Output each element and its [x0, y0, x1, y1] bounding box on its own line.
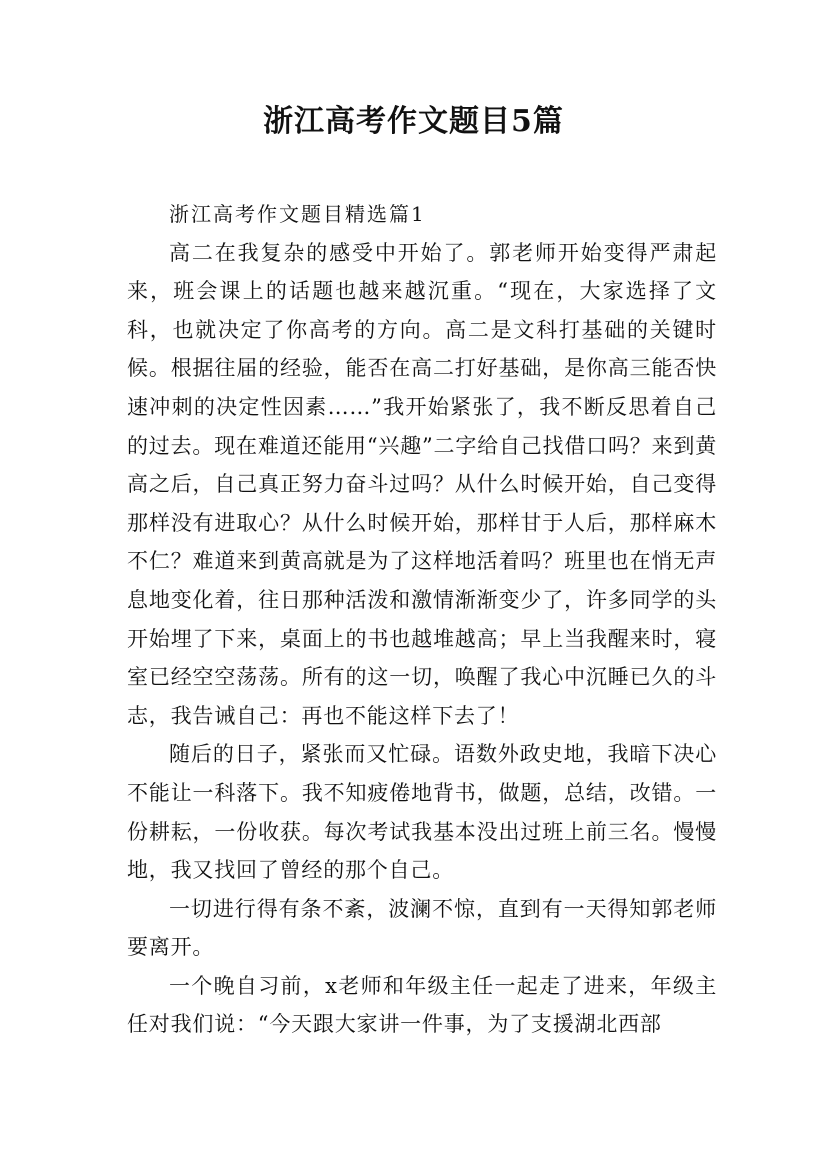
- document-body: [127, 195, 717, 1044]
- paragraph-3: 一切进行得有条不紊，波澜不惊，直到有一天得知郭老师要离开。: [127, 896, 717, 960]
- document-title: 浙江高考作文题目5篇: [263, 104, 564, 139]
- paragraph-1: 高二在我复杂的感受中开始了。郭老师开始变得严肃起来，班会课上的话题也越来越沉重。“现在，大家选择了文科，也就决定了你高考的方向。高二是文科打基础的关键时候。根据往届的经验，能否在高二打好基础，是你高三能否快速冲刺的决定性因素……”我开始紧张了，我不断反思着自己的过去。现在难道还能用“兴趣”二字给自己找借口吗？来到黄高之后，自己真正努力奋斗过吗？从什么时候开始，自己变得那样没有进取心？从什么时候开始，那样甘于人后，那样麻木不仁？难道来到黄高就是为了这样地活着吗？班里也在悄无声息地变化着，往日那种活泼和激情渐渐变少了，许多同学的头开始埋了下来，桌面上的书也越堆越高；早上当我醒来时，寝室已经空空荡荡。所有的这一切，唤醒了我心中沉睡已久的斗志，我告诫自己：再也不能这样下去了！: [127, 240, 717, 728]
- section-heading: 浙江高考作文题目精选篇1: [169, 202, 426, 226]
- paragraph-2: 随后的日子，紧张而又忙碌。语数外政史地，我暗下决心不能让一科落下。我不知疲倦地背书，做题，总结，改错。一份耕耘，一份收获。每次考试我基本没出过班上前三名。慢慢地，我又找回了曾经的那个自己。: [127, 742, 717, 883]
- paragraph-4: 一个晚自习前，x老师和年级主任一起走了进来，年级主任对我们说：“今天跟大家讲一件事，为了支援湖北西部: [127, 973, 717, 1037]
